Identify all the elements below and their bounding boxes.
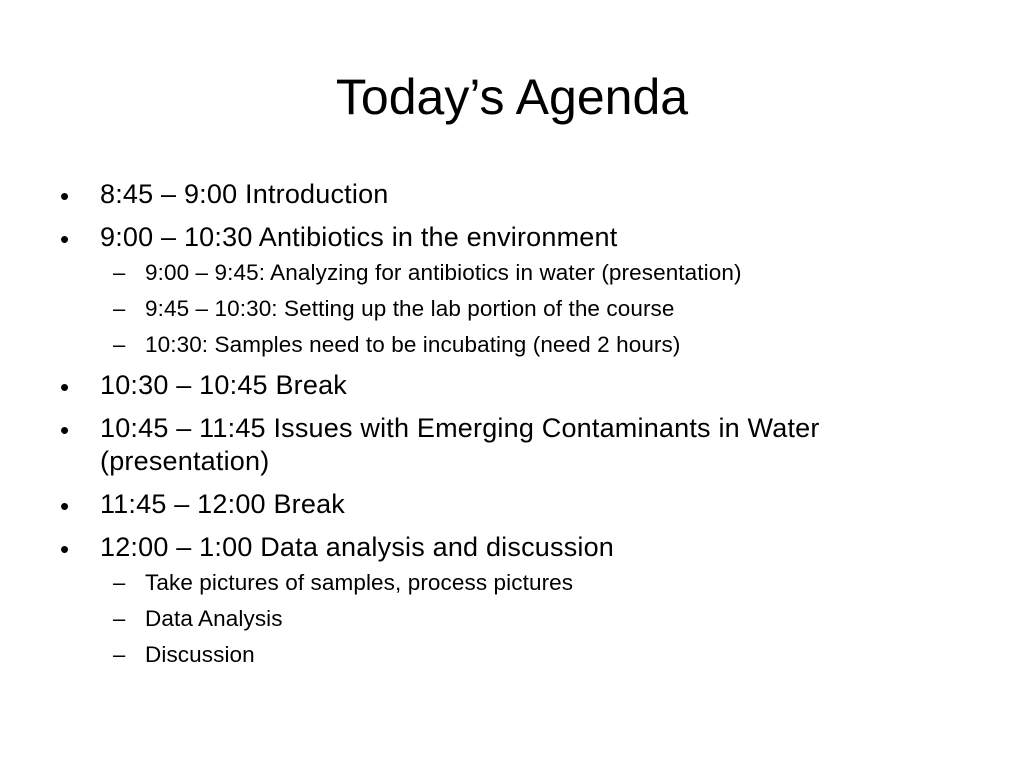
- agenda-subitem-text: 9:00 – 9:45: Analyzing for antibiotics in water (presentation): [145, 260, 742, 285]
- agenda-subitem: [100, 294, 976, 323]
- agenda-subitem-text: 10:30: Samples need to be incubating (need 2 hours): [145, 332, 681, 357]
- agenda-item-text: 9:00 – 10:30 Antibiotics in the environment: [100, 222, 618, 252]
- agenda-item-text: 10:30 – 10:45 Break: [100, 370, 347, 400]
- dash-bullet-icon: –: [113, 296, 126, 321]
- agenda-list: [56, 178, 976, 679]
- agenda-subitem-list: [100, 568, 976, 669]
- agenda-subitem-text: Discussion: [145, 642, 255, 667]
- agenda-subitem: [100, 330, 976, 359]
- dash-bullet-icon: –: [113, 570, 126, 595]
- agenda-subitem-text: 9:45 – 10:30: Setting up the lab portion of the course: [145, 296, 675, 321]
- agenda-subitem: [100, 258, 976, 287]
- agenda-subitem: [100, 568, 976, 597]
- dash-bullet-icon: –: [113, 606, 126, 631]
- dash-bullet-icon: –: [113, 642, 126, 667]
- agenda-item: [56, 178, 976, 211]
- agenda-item: [56, 369, 976, 402]
- bullet-icon: •: [60, 415, 70, 445]
- slide-title: Today’s Agenda: [335, 69, 689, 125]
- dash-bullet-icon: –: [113, 332, 126, 357]
- agenda-subitem-text: Data Analysis: [145, 606, 283, 631]
- agenda-item-text: 12:00 – 1:00 Data analysis and discussion: [100, 532, 615, 562]
- agenda-item: [56, 221, 976, 359]
- agenda-subitem-text: Take pictures of samples, process pictures: [145, 570, 574, 595]
- agenda-subitem: [100, 640, 976, 669]
- agenda-subitem: [100, 604, 976, 633]
- agenda-item-text: 8:45 – 9:00 Introduction: [100, 179, 389, 209]
- agenda-item-text: 11:45 – 12:00 Break: [100, 489, 345, 519]
- agenda-item-text: 10:45 – 11:45 Issues with Emerging Contaminants in Water (presentation): [100, 413, 820, 476]
- bullet-icon: •: [60, 534, 70, 564]
- agenda-item: [56, 488, 976, 521]
- agenda-item: [56, 412, 976, 478]
- bullet-icon: •: [60, 491, 70, 521]
- bullet-icon: •: [60, 372, 70, 402]
- agenda-item: [56, 531, 976, 669]
- agenda-subitem-list: [100, 258, 976, 359]
- bullet-icon: •: [60, 181, 70, 211]
- dash-bullet-icon: –: [113, 260, 126, 285]
- bullet-icon: •: [60, 224, 70, 254]
